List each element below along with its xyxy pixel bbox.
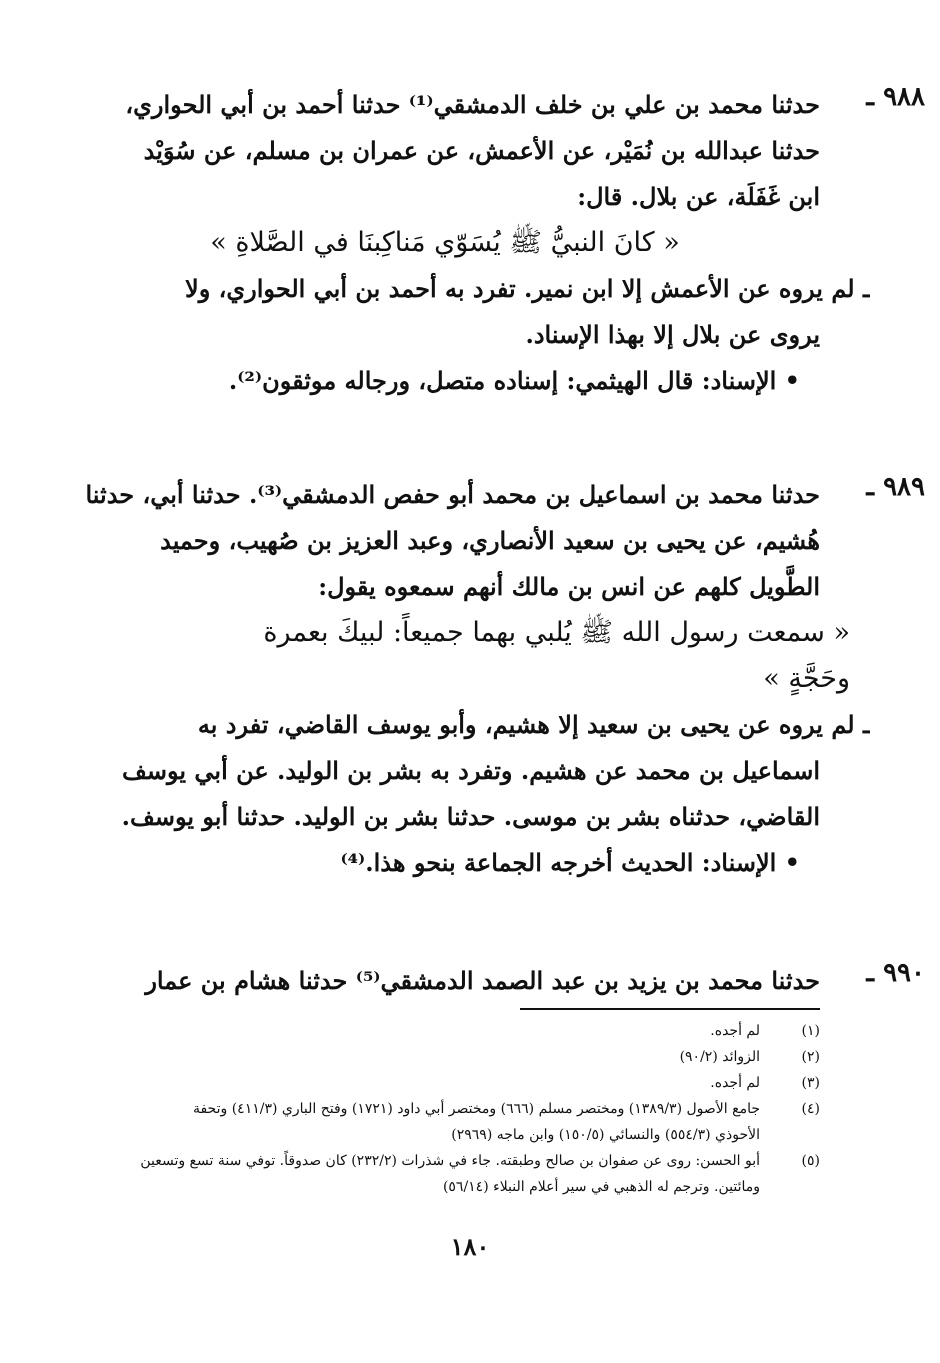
footnote-number: (٢) (801, 1049, 820, 1065)
footnote-text: الأحوذي (٥٥٤/٣) والنسائي (١٥٠/٥) وابن ماجه (٢٩٦٩) (451, 1127, 760, 1143)
entry-number: ٩٨٨ ـ (866, 82, 925, 112)
isnad-note: • الإسناد: الحديث أخرجه الجماعة بنحو هذا.⁽⁴⁾ (340, 848, 800, 877)
entry-number: ٩٨٩ ـ (866, 472, 925, 502)
footnote-text: الزوائد (٩٠/٢) (679, 1049, 760, 1065)
comment-line: ـ لم يروه عن الأعمش إلا ابن نمير. تفرد به أحمد بن أبي الحواري، ولا (185, 274, 870, 303)
page-number: ١٨٠ (450, 1232, 490, 1261)
footnote (70, 1070, 820, 1096)
comment-line: اسماعيل بن محمد عن هشيم. وتفرد به بشر بن الوليد. عن أبي يوسف (122, 756, 820, 785)
footnote-divider (520, 1008, 820, 1010)
hadith-text: « سمعت رسول الله ﷺ يُلبي بهما جميعاً: لبيكَ بعمرة (263, 617, 850, 648)
footnote (70, 1018, 820, 1044)
comment-line: يروى عن بلال إلا بهذا الإسناد. (525, 320, 820, 349)
comment-line: ـ لم يروه عن يحيى بن سعيد إلا هشيم، وأبو يوسف القاضي، تفرد به (197, 710, 870, 739)
footnote-number: (١) (801, 1023, 820, 1039)
chain-line: الطَّويل كلهم عن انس بن مالك أنهم سمعوه يقول: (318, 572, 820, 601)
hadith-text: وحَجَّةٍ » (763, 663, 850, 694)
chain-line: حدثنا محمد بن علي بن خلف الدمشقي⁽¹⁾ حدثنا أحمد بن أبي الحواري، (125, 90, 820, 119)
chain-line: حدثنا محمد بن اسماعيل بن محمد أبو حفص الدمشقي⁽³⁾. حدثنا أبي، حدثنا (85, 480, 820, 509)
footnote-number: (٥) (801, 1153, 820, 1169)
chain-line: ابن غَفَلَة، عن بلال. قال: (577, 182, 820, 211)
isnad-note: • الإسناد: قال الهيثمي: إسناده متصل، ورجاله موثقون⁽²⁾. (228, 366, 800, 395)
footnote-text: لم أجده. (710, 1023, 760, 1039)
hadith-text: « كانَ النبيُّ ﷺ يُسَوّي مَناكِبنَا في الصَّلاةِ » (210, 227, 680, 258)
footnote-text: لم أجده. (710, 1075, 760, 1091)
hadith-entry-989 (70, 472, 925, 886)
hadith-entry-988 (70, 82, 925, 404)
footnote (70, 1096, 820, 1148)
footnote (70, 1148, 820, 1200)
chain-line: حدثنا محمد بن يزيد بن عبد الصمد الدمشقي⁽⁵⁾ حدثنا هشام بن عمار (145, 966, 820, 995)
footnote-text: جامع الأصول (١٣٨٩/٣) ومختصر مسلم (٦٦٦) ومختصر أبي داود (١٧٢١) وفتح الباري (٤١١/٣) وتحفة (192, 1101, 760, 1117)
footnote-text: ومائتين. وترجم له الذهبي في سير أعلام النبلاء (٥٦/١٤) (442, 1179, 760, 1195)
chain-line: حدثنا عبدالله بن نُمَيْر، عن الأعمش، عن عمران بن مسلم، عن سُوَيْد (143, 136, 820, 165)
footnote (70, 1044, 820, 1070)
hadith-entry-990 (70, 958, 925, 1004)
comment-line: القاضي، حدثناه بشر بن موسى. حدثنا بشر بن الوليد. حدثنا أبو يوسف. (121, 802, 820, 831)
footnote-text: أبو الحسن: روى عن صفوان بن صالح وطبقته. جاء في شذرات (٢٣٢/٢) كان صدوقاً. توفي سنة تسع وتسعين (140, 1153, 760, 1169)
footnote-number: (٣) (801, 1075, 820, 1091)
chain-line: هُشيم، عن يحيى بن سعيد الأنصاري، وعبد العزيز بن صُهيب، وحميد (160, 526, 820, 555)
footnote-number: (٤) (801, 1101, 820, 1117)
footnotes (70, 1018, 820, 1200)
entry-number: ٩٩٠ ـ (866, 958, 925, 988)
